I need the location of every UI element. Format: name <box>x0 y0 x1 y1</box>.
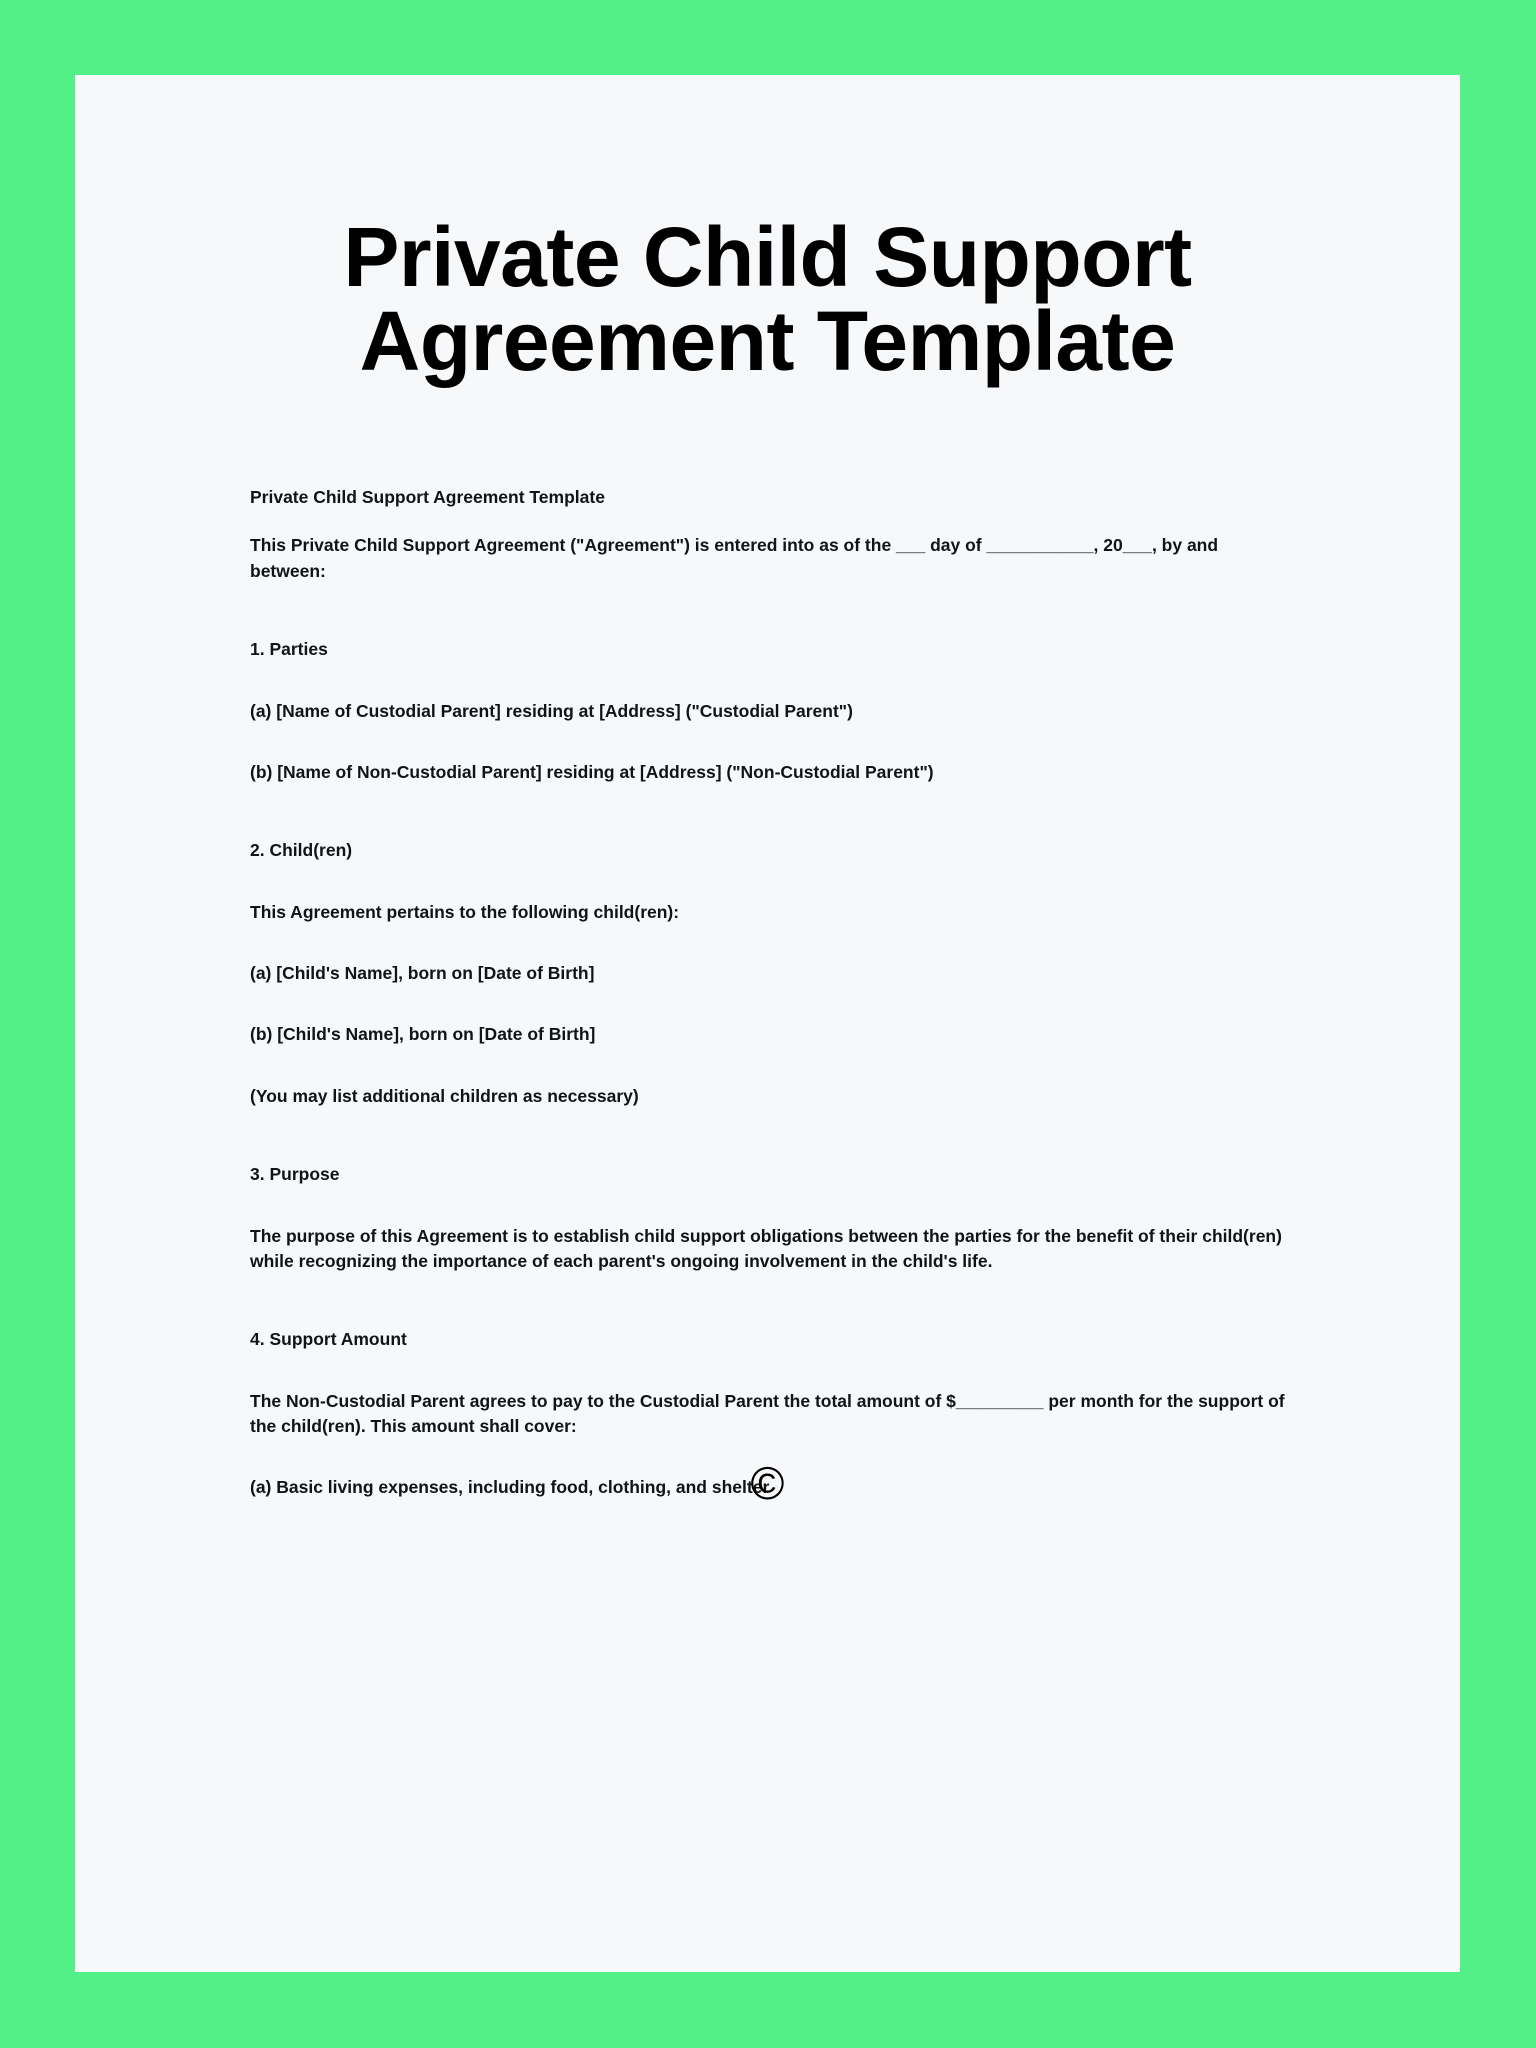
section-heading-support-amount: 4. Support Amount <box>250 1329 407 1350</box>
children-item-a: (a) [Child's Name], born on [Date of Birth] <box>250 963 595 983</box>
copyright-icon: © <box>750 1457 785 1509</box>
section-heading-purpose: 3. Purpose <box>250 1164 340 1185</box>
document-body <box>250 485 1285 1501</box>
parties-item-a: (a) [Name of Custodial Parent] residing at [Address] ("Custodial Parent") <box>250 700 853 721</box>
intro-paragraph: This Private Child Support Agreement ("Agreement") is entered into as of the ___ day of ___________, 20___, by and between: <box>250 535 1219 581</box>
purpose-paragraph: The purpose of this Agreement is to establish child support obligations between the parties for the benefit of their child(ren) while recognizing the importance of each parent's ongoing involvement in the child's life. <box>250 1225 1282 1271</box>
document-page <box>75 75 1460 1972</box>
support-amount-paragraph: The Non-Custodial Parent agrees to pay to the Custodial Parent the total amount of $_________ per month for the support of the child(ren). This amount shall cover: <box>250 1390 1285 1436</box>
support-amount-item-a: (a) Basic living expenses, including food, clothing, and shelter <box>250 1477 770 1498</box>
children-item-b: (b) [Child's Name], born on [Date of Birth] <box>250 1024 596 1045</box>
children-lead-text: This Agreement pertains to the following child(ren): <box>250 901 680 922</box>
children-item-note: (You may list additional children as necessary) <box>250 1085 639 1106</box>
body-heading-repeat: Private Child Support Agreement Template <box>250 487 605 507</box>
section-heading-parties: 1. Parties <box>250 639 328 660</box>
page-title: Private Child Support Agreement Template <box>343 210 1192 388</box>
section-heading-children: 2. Child(ren) <box>250 840 353 861</box>
parties-item-b: (b) [Name of Non-Custodial Parent] residing at [Address] ("Non-Custodial Parent") <box>250 761 934 782</box>
